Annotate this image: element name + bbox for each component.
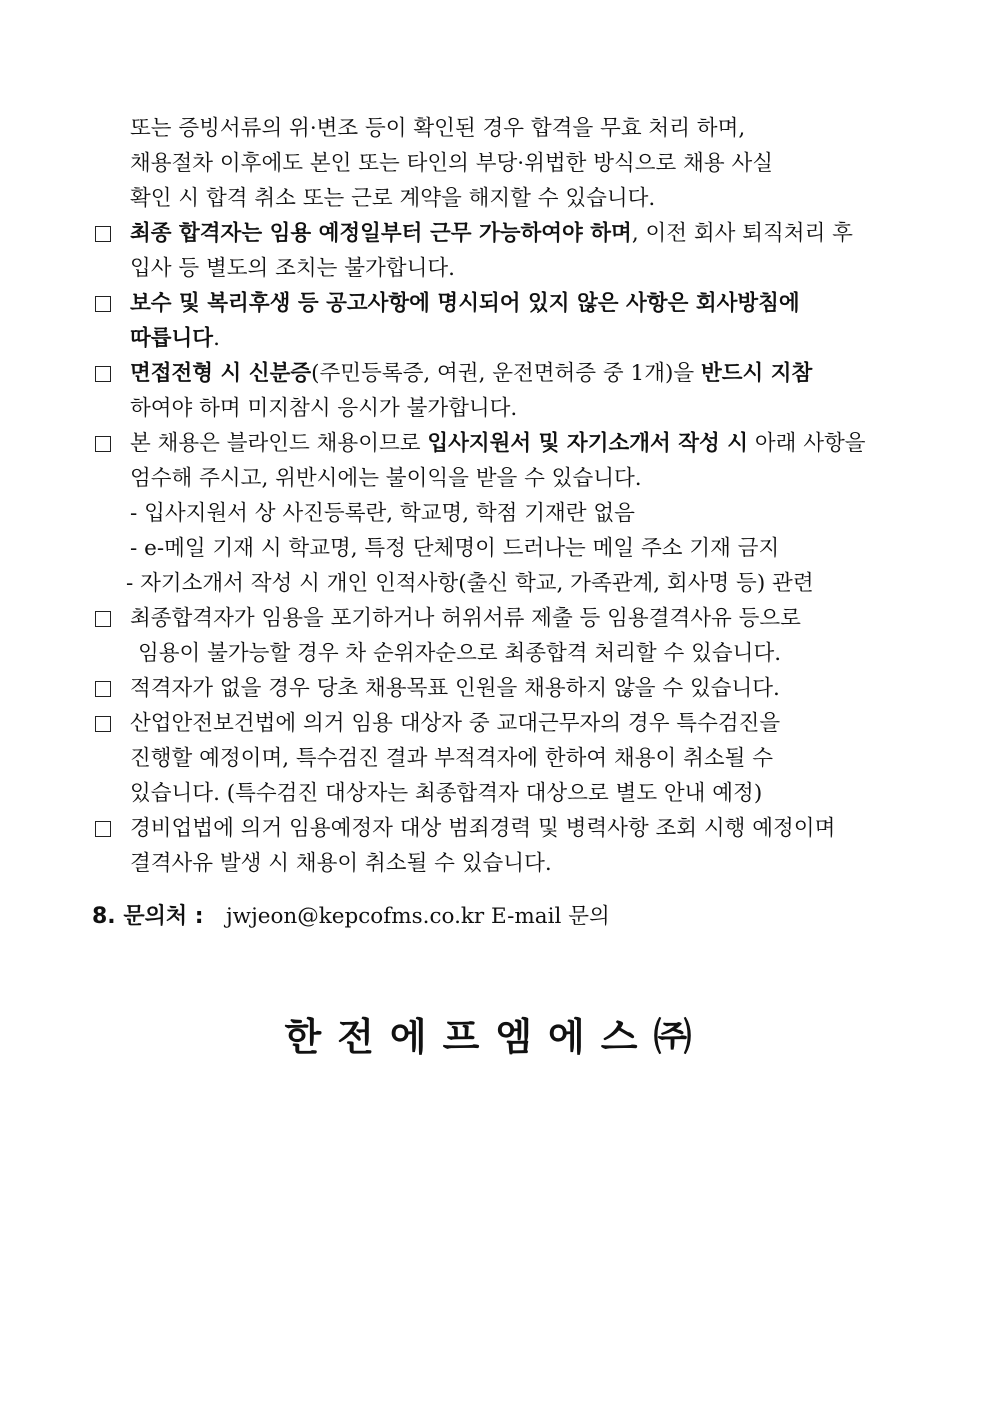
notice-item-1-bold: 최종 합격자는 임용 예정일부터 근무 가능하여야 하며 bbox=[130, 221, 632, 246]
notice-item-7-line-3: 있습니다. (특수검진 대상자는 최종합격자 대상으로 별도 안내 예정) bbox=[130, 781, 763, 806]
inquiry-label: 8. 문의처 : bbox=[92, 904, 204, 929]
notice-item-4-post: 아래 사항을 bbox=[748, 431, 866, 456]
notice-item-4-line-1 bbox=[130, 429, 866, 459]
notice-item-2-line-2 bbox=[130, 324, 220, 354]
checkbox-icon bbox=[95, 436, 111, 452]
notice-sub-item-1: - 입사지원서 상 사진등록란, 학교명, 학점 기재란 없음 bbox=[130, 501, 635, 526]
notice-item-2-bold: 따릅니다 bbox=[130, 326, 214, 351]
notice-item-4-line-2: 엄수해 주시고, 위반시에는 불이익을 받을 수 있습니다. bbox=[130, 466, 642, 491]
checkbox-icon bbox=[95, 716, 111, 732]
notice-item-8-line-2: 결격사유 발생 시 채용이 취소될 수 있습니다. bbox=[130, 851, 552, 876]
notice-item-4-bold: 입사지원서 및 자기소개서 작성 시 bbox=[427, 431, 749, 456]
checkbox-icon bbox=[95, 296, 111, 312]
company-name: 한전에프엠에스㈜ bbox=[284, 1014, 708, 1059]
notice-item-1-line-1 bbox=[130, 219, 853, 249]
continuation-line-2: 채용절차 이후에도 본인 또는 타인의 부당·위법한 방식으로 채용 사실 bbox=[130, 151, 774, 176]
notice-item-6-line-1: 적격자가 없을 경우 당초 채용목표 인원을 채용하지 않을 수 있습니다. bbox=[130, 676, 780, 701]
notice-item-3-line-1 bbox=[130, 359, 812, 389]
checkbox-icon bbox=[95, 821, 111, 837]
notice-item-3-bold-b: 반드시 지참 bbox=[700, 361, 813, 386]
notice-item-7-line-1: 산업안전보건법에 의거 임용 대상자 중 교대근무자의 경우 특수검진을 bbox=[130, 711, 781, 736]
notice-item-3-line-2: 하여야 하며 미지참시 응시가 불가합니다. bbox=[130, 396, 518, 421]
notice-item-4-pre: 본 채용은 블라인드 채용이므로 bbox=[130, 431, 428, 456]
notice-item-1-line-2: 입사 등 별도의 조치는 불가합니다. bbox=[130, 256, 455, 281]
notice-item-2-line-1: 보수 및 복리후생 등 공고사항에 명시되어 있지 않은 사항은 회사방침에 bbox=[130, 291, 800, 316]
notice-item-1-rest: , 이전 회사 퇴직처리 후 bbox=[631, 221, 853, 246]
notice-item-5-line-2: 임용이 불가능할 경우 차 순위자순으로 최종합격 처리할 수 있습니다. bbox=[138, 641, 782, 666]
notice-item-2-rest: . bbox=[213, 326, 220, 351]
checkbox-icon bbox=[95, 611, 111, 627]
notice-item-5-line-1: 최종합격자가 임용을 포기하거나 허위서류 제출 등 임용결격사유 등으로 bbox=[130, 606, 801, 631]
continuation-line-3: 확인 시 합격 취소 또는 근로 계약을 해지할 수 있습니다. bbox=[130, 186, 656, 211]
notice-item-3-mid: (주민등록증, 여권, 운전면허증 중 1개)을 bbox=[311, 361, 701, 386]
notice-sub-item-3: - 자기소개서 작성 시 개인 인적사항(출신 학교, 가족관계, 회사명 등) 관련 bbox=[126, 571, 814, 596]
notice-item-3-bold-a: 면접전형 시 신분증 bbox=[130, 361, 312, 386]
inquiry-contact[interactable]: jwjeon@kepcofms.co.kr E-mail 문의 bbox=[226, 904, 610, 929]
notice-sub-item-2: - e-메일 기재 시 학교명, 특정 단체명이 드러나는 메일 주소 기재 금지 bbox=[130, 536, 780, 561]
continuation-line-1: 또는 증빙서류의 위·변조 등이 확인된 경우 합격을 무효 처리 하며, bbox=[130, 116, 746, 141]
checkbox-icon bbox=[95, 226, 111, 242]
checkbox-icon bbox=[95, 681, 111, 697]
checkbox-icon bbox=[95, 366, 111, 382]
notice-item-8-line-1: 경비업법에 의거 임용예정자 대상 범죄경력 및 병력사항 조회 시행 예정이며 bbox=[130, 816, 836, 841]
notice-item-7-line-2: 진행할 예정이며, 특수검진 결과 부적격자에 한하여 채용이 취소될 수 bbox=[130, 746, 774, 771]
